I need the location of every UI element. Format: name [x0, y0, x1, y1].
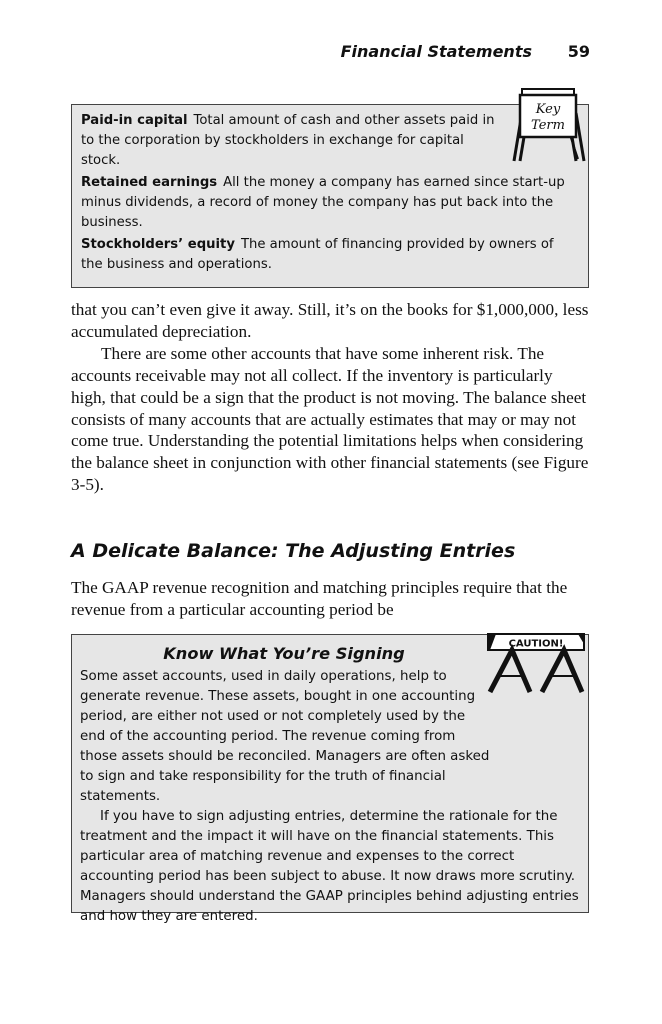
body-paragraph: The GAAP revenue recognition and matching principles require that the revenue from a particular accounting period be	[71, 578, 568, 619]
key-term-name: Stockholders’ equity	[81, 237, 235, 252]
running-head	[70, 42, 590, 64]
section-heading: A Delicate Balance: The Adjusting Entries	[71, 540, 516, 562]
key-term-name: Paid-in capital	[81, 113, 188, 128]
key-term-entry	[81, 235, 578, 275]
caution-icon-label: CAUTION!	[508, 638, 564, 650]
key-term-name: Retained earnings	[81, 175, 218, 190]
caution-barrier-icon	[484, 632, 588, 694]
key-term-definition: Total amount of cash and other assets paid in to the corporation by stockholders in exchange for capital stock.	[81, 113, 495, 168]
body-paragraph: There are some other accounts that have some inherent risk. The accounts receivable may not all collect. If the inventory is particularly high, that could be a sign that the product is not moving. The balance sheet consists of many accounts that are actually estimates that may or may not come true. Understanding the potential limitations helps when considering the balance sheet in conjunction with other financial statements (see Figure 3-5).	[71, 343, 589, 495]
key-term-entry	[81, 111, 578, 171]
key-term-definition: The amount of financing provided by owners of the business and operations.	[81, 237, 554, 272]
body-paragraph: that you can’t even give it away. Still, it’s on the books for $1,000,000, less accumulated depreciation.	[71, 300, 589, 341]
caution-paragraph: Some asset accounts, used in daily operations, help to generate revenue. These assets, bought in one accounting period, are either not used or not completely used by the end of the accounting period. The revenue coming from those assets should be reconciled. Managers are often asked to sign and take responsibility for the truth of financial statements.	[80, 669, 490, 804]
key-term-easel-icon	[508, 83, 588, 163]
running-head-title: Financial Statements	[340, 42, 532, 61]
key-term-icon-word: Term	[531, 118, 565, 133]
key-term-entry	[81, 173, 578, 233]
key-term-icon-word: Key	[535, 102, 561, 117]
key-term-definition: All the money a company has earned since start-up minus dividends, a record of money the company has put back into the business.	[81, 175, 565, 230]
caution-paragraph: If you have to sign adjusting entries, determine the rationale for the treatment and the impact it will have on the financial statements. This particular area of matching revenue and expenses to the correct accounting period has been subject to abuse. It now draws more scrutiny. Managers should understand the GAAP principles behind adjusting entries and how they are entered.	[80, 809, 579, 924]
body-text-bottom	[71, 577, 589, 621]
page-number: 59	[567, 42, 590, 61]
caution-title: Know What You’re Signing	[163, 644, 405, 663]
body-text-top	[71, 299, 589, 496]
